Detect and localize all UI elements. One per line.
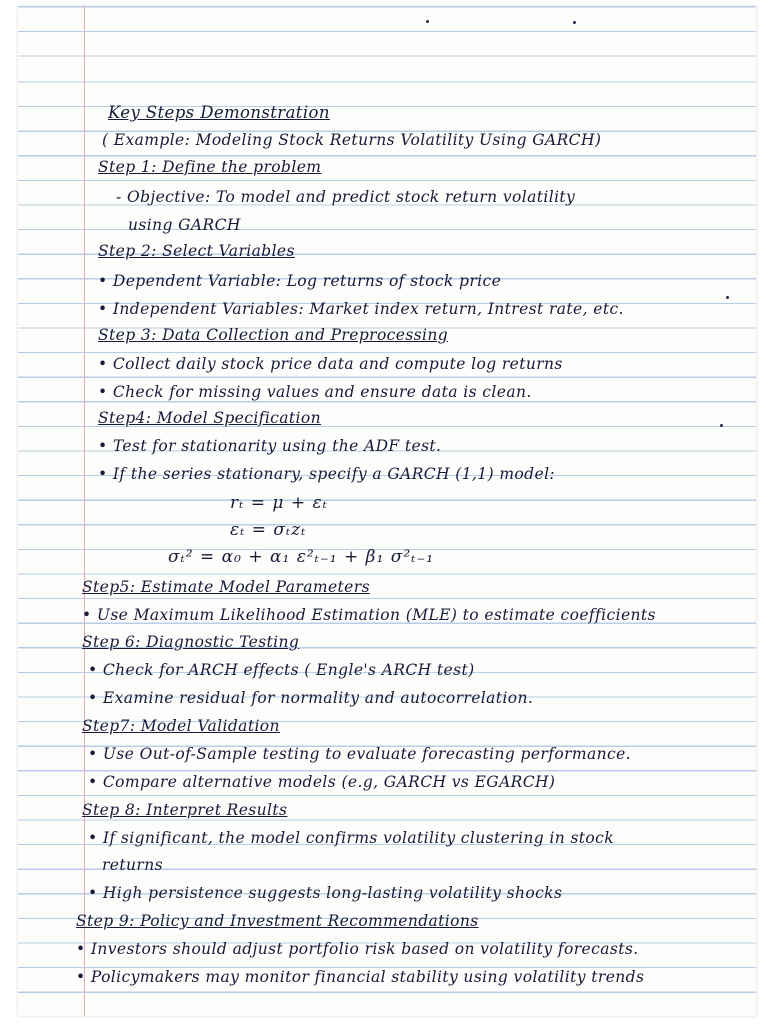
notes-subtitle: ( Example: Modeling Stock Returns Volatility Using GARCH) [102, 131, 602, 149]
step-1-line: using GARCH [128, 216, 241, 234]
step-2-line: • Dependent Variable: Log returns of stock price [98, 272, 502, 290]
step-3-line: • Collect daily stock price data and compute log returns [98, 355, 563, 373]
step-4-heading: Step4: Model Specification [98, 409, 322, 427]
step-1-heading: Step 1: Define the problem [98, 158, 322, 176]
step-5-heading: Step5: Estimate Model Parameters [82, 578, 370, 596]
step-7-heading: Step7: Model Validation [82, 717, 280, 735]
equation-returns: rₜ = μ + εₜ [230, 493, 328, 513]
step-1-line: - Objective: To model and predict stock return volatility [116, 188, 576, 206]
step-7-line: • Compare alternative models (e.g, GARCH vs EGARCH) [88, 773, 556, 791]
step-2-heading: Step 2: Select Variables [98, 242, 295, 260]
notes-title: Key Steps Demonstration [108, 103, 330, 122]
handwritten-notes [18, 6, 756, 1016]
step-6-line: • Check for ARCH effects ( Engle's ARCH test) [88, 661, 475, 679]
step-8-line: • High persistence suggests long-lasting volatility shocks [88, 884, 563, 902]
step-9-line: • Investors should adjust portfolio risk based on volatility forecasts. [76, 940, 639, 958]
step-3-line: • Check for missing values and ensure data is clean. [98, 383, 532, 401]
step-7-line: • Use Out-of-Sample testing to evaluate forecasting performance. [88, 745, 632, 763]
step-9-line: • Policymakers may monitor financial stability using volatility trends [76, 968, 645, 986]
step-4-line: • Test for stationarity using the ADF test. [98, 437, 442, 455]
step-3-heading: Step 3: Data Collection and Preprocessing [98, 326, 449, 344]
step-8-heading: Step 8: Interpret Results [82, 801, 288, 819]
step-8-line: returns [102, 856, 163, 874]
step-6-line: • Examine residual for normality and autocorrelation. [88, 689, 534, 707]
step-2-line: • Independent Variables: Market index return, Intrest rate, etc. [98, 300, 624, 318]
step-6-heading: Step 6: Diagnostic Testing [82, 633, 300, 651]
step-9-heading: Step 9: Policy and Investment Recommendations [76, 912, 479, 930]
step-5-line: • Use Maximum Likelihood Estimation (MLE) to estimate coefficients [82, 606, 656, 624]
step-8-line: • If significant, the model confirms volatility clustering in stock [88, 829, 615, 847]
equation-error-term: εₜ = σₜzₜ [230, 520, 307, 540]
step-4-line: • If the series stationary, specify a GARCH (1,1) model: [98, 465, 556, 483]
equation-garch-variance: σₜ² = α₀ + α₁ ε²ₜ₋₁ + β₁ σ²ₜ₋₁ [168, 547, 435, 567]
notebook-page [18, 6, 756, 1016]
